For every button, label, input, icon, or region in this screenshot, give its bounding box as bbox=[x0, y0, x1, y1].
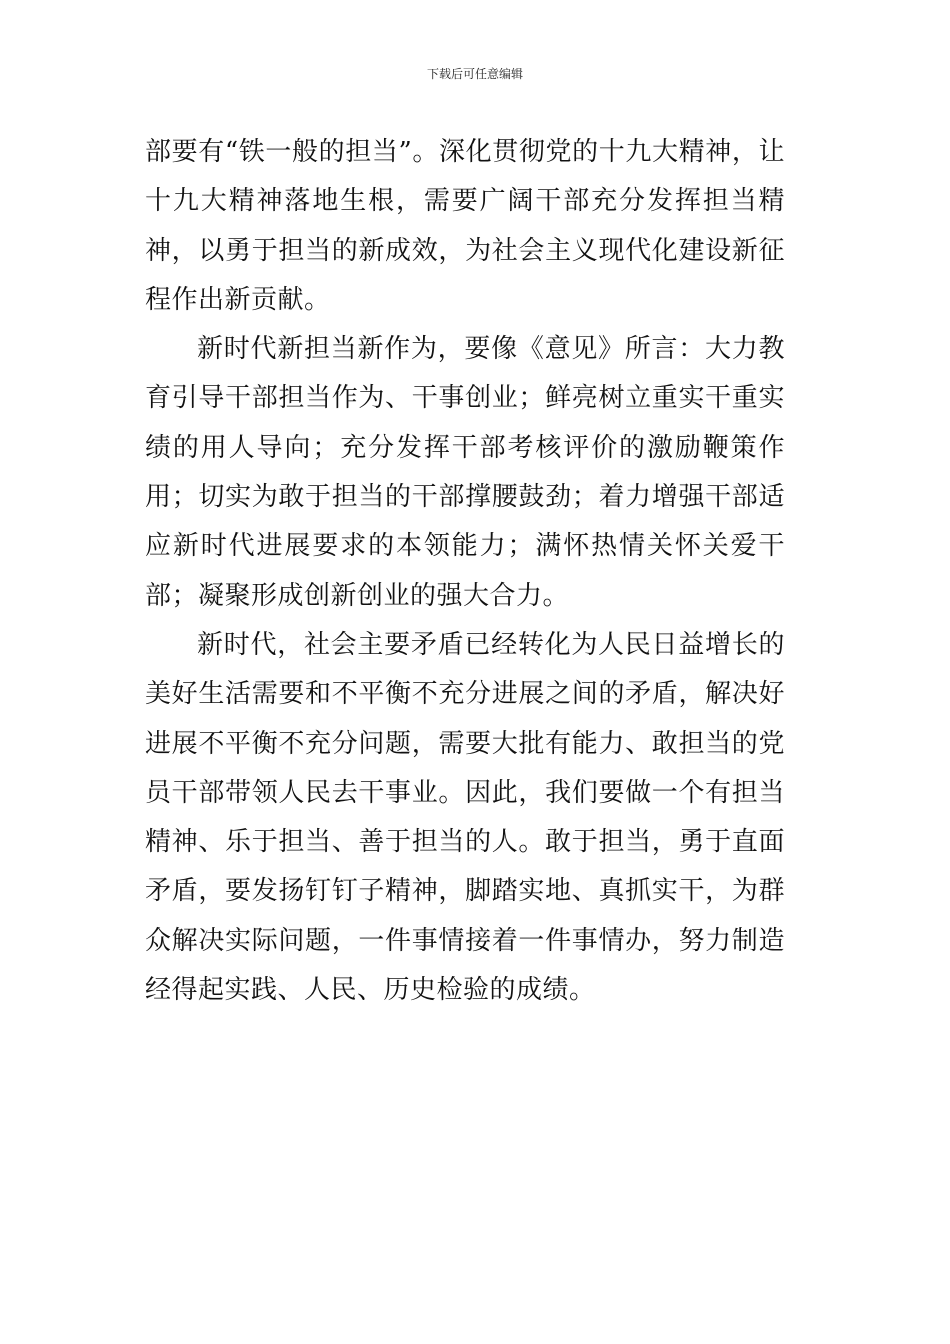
document-body bbox=[145, 128, 785, 1015]
paragraph-continued: 部要有“铁一般的担当”。深化贯彻党的十九大精神，让十九大精神落地生根，需要广阔干部充分发挥担当精神，以勇于担当的新成效，为社会主义现代化建设新征程作出新贡献。 bbox=[145, 137, 785, 315]
paragraph-opinion: 新时代新担当新作为，要像《意见》所言：大力教育引导干部担当作为、干事创业；鲜亮树立重实干重实绩的用人导向；充分发挥干部考核评价的激励鞭策作用；切实为敢于担当的干部撑腰鼓劲；着力增强干部适应新时代进展要求的本领能力；满怀热情关怀关爱干部；凝聚形成创新创业的强大合力。 bbox=[145, 334, 785, 611]
page-header-note: 下载后可任意编辑 bbox=[426, 67, 523, 81]
paragraph-new-era: 新时代，社会主要矛盾已经转化为人民日益增长的美好生活需要和不平衡不充分进展之间的矛盾，解决好进展不平衡不充分问题，需要大批有能力、敢担当的党员干部带领人民去干事业。因此，我们要做一个有担当精神、乐于担当、善于担当的人。敢于担当，勇于直面矛盾，要发扬钉钉子精神，脚踏实地、真抓实干，为群众解决实际问题，一件事情接着一件事情办，努力制造经得起实践、人民、历史检验的成绩。 bbox=[145, 629, 785, 1006]
